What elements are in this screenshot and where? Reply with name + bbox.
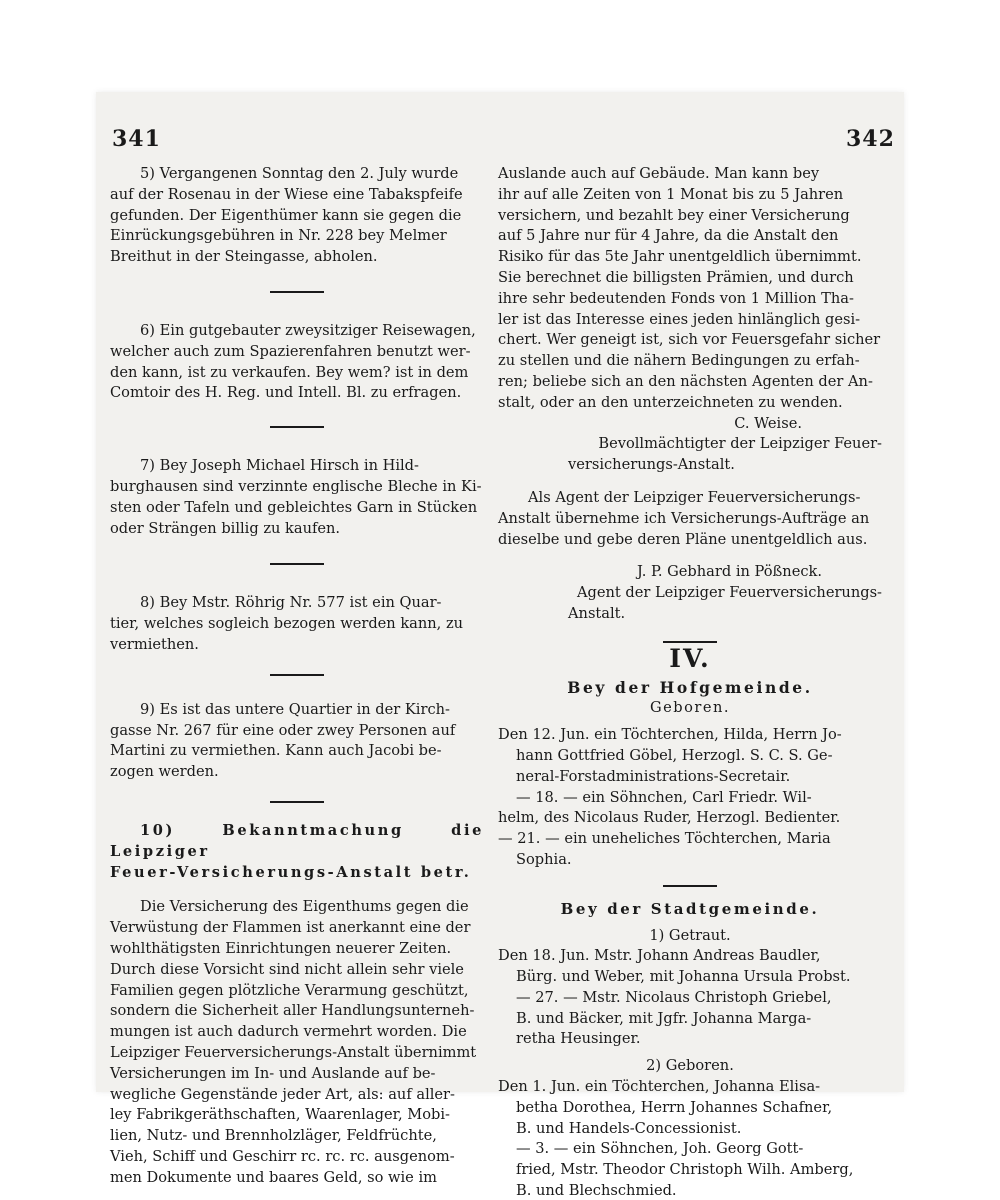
text-line: ren; beliebe sich an den nächsten Agenten der An- [498, 372, 873, 390]
text-line: Versicherungen im In- und Auslande auf be- [110, 1064, 436, 1082]
signature-block [498, 562, 882, 624]
section-subheading: Geboren. [649, 699, 731, 717]
register-line: Den 1. Jun. ein Töchterchen, Johanna Elisa- [498, 1078, 821, 1096]
text-line: Durch diese Vorsicht sind nicht allein sehr viele [110, 960, 464, 978]
text-line: Anstalt übernehme ich Versicherungs-Aufträge an [498, 509, 870, 527]
text-line: ley Fabrikgeräthschaften, Waarenlager, Mobi- [110, 1106, 450, 1124]
right-column [498, 164, 882, 1200]
text-line: Martini zu vermiethen. Kann auch Jacobi be- [110, 742, 442, 760]
text-line: 6) Ein gutgebauter zweysitziger Reisewagen, [140, 321, 476, 339]
signature-name: C. Weise. [734, 414, 802, 432]
page-number-right: 342 [846, 126, 895, 152]
text-line: auf der Rosenau in der Wiese eine Tabakspfeife [110, 185, 463, 203]
text-line: lien, Nutz- und Brennholzläger, Feldfrüchte, [110, 1127, 437, 1145]
notice-heading: 10) Bekanntmachung die Leipziger [110, 821, 484, 860]
text-line: zu stellen und die nähern Bedingungen zu erfah- [498, 352, 860, 370]
section-subheading: 1) Getraut. [649, 926, 731, 944]
signature-title: Agent der Leipziger Feuerversicherungs- [576, 584, 882, 602]
text-line: Leipziger Feuerversicherungs-Anstalt übernimmt [110, 1043, 477, 1061]
section-heading: Bey der Stadtgemeinde. [560, 899, 820, 918]
section-stadtgemeinde [498, 899, 882, 1200]
text-line: ihr auf alle Zeiten von 1 Monat bis zu 5 Jahren [498, 185, 844, 203]
text-line: auf 5 Jahre nur für 4 Jahre, da die Anstalt den [498, 227, 839, 245]
text-line: Comtoir des H. Reg. und Intell. Bl. zu erfragen. [110, 384, 462, 402]
register-line: Den 12. Jun. ein Töchterchen, Hilda, Herrn Jo- [498, 726, 842, 744]
text-line: zogen werden. [110, 763, 219, 781]
signature-title: Bevollmächtigter der Leipziger Feuer- [598, 435, 882, 453]
text-line: vermiethen. [110, 635, 199, 653]
text-line: 9) Es ist das untere Quartier in der Kirch- [140, 700, 450, 718]
section-subheading: 2) Geboren. [646, 1057, 734, 1075]
text-line: wegliche Gegenstände jeder Art, als: auf aller- [110, 1085, 455, 1103]
register-line: — 18. — ein Söhnchen, Carl Friedr. Wil- [516, 788, 812, 806]
text-line: Die Versicherung des Eigenthums gegen die [140, 898, 469, 916]
register-line: betha Dorothea, Herrn Johannes Schafner, [516, 1098, 833, 1116]
text-line: welcher auch zum Spazierenfahren benutzt wer- [110, 342, 471, 360]
text-line: ihre sehr bedeutenden Fonds von 1 Million Tha- [498, 289, 854, 307]
register-line: Den 18. Jun. Mstr. Johann Andreas Baudler, [498, 947, 821, 965]
text-line: stalt, oder an den unterzeichneten zu wenden. [498, 393, 843, 411]
notice-heading: Feuer-Versicherungs-Anstalt betr. [110, 863, 472, 881]
agent-note [498, 488, 882, 550]
text-line: 7) Bey Joseph Michael Hirsch in Hild- [140, 457, 419, 475]
text-line: den kann, ist zu verkaufen. Bey wem? ist in dem [110, 363, 469, 381]
register-line: B. und Handels-Concessionist. [516, 1119, 742, 1137]
text-line: Vieh, Schiff und Geschirr rc. rc. rc. ausgenom- [110, 1147, 455, 1165]
text-line: versichern, und bezahlt bey einer Versicherung [498, 206, 850, 224]
register-line: Bürg. und Weber, mit Johanna Ursula Probst. [516, 968, 851, 986]
text-line: men Dokumente und baares Geld, so wie im [110, 1168, 437, 1186]
register-line: — 3. — ein Söhnchen, Joh. Georg Gott- [516, 1140, 804, 1158]
notice-item-8 [110, 593, 484, 655]
text-line: wohlthätigsten Einrichtungen neuerer Zeiten. [110, 939, 452, 957]
notice-item-6 [110, 321, 484, 404]
notice-item-10 [110, 821, 484, 1189]
register-line: fried, Mstr. Theodor Christoph Wilh. Amberg, [516, 1161, 854, 1179]
text-line: Sie berechnet die billigsten Prämien, und durch [498, 268, 854, 286]
text-line: burghausen sind verzinnte englische Bleche in Ki- [110, 477, 482, 495]
text-line: oder Strängen billig zu kaufen. [110, 519, 341, 537]
section-hofgemeinde [498, 678, 882, 871]
signature-title: Anstalt. [568, 604, 626, 622]
register-line: helm, des Nicolaus Ruder, Herzogl. Bedienter. [498, 809, 841, 827]
register-line: — 27. — Mstr. Nicolaus Christoph Griebel, [516, 988, 832, 1006]
text-line: sten oder Tafeln und gebleichtes Garn in Stücken [110, 498, 478, 516]
section-numeral: IV. [669, 643, 711, 673]
text-line: gefunden. Der Eigenthümer kann sie gegen die [110, 206, 462, 224]
text-line: 8) Bey Mstr. Röhrig Nr. 577 ist ein Quar- [140, 594, 442, 612]
notice-item-5 [110, 164, 484, 268]
text-line: Risiko für das 5te Jahr unentgeldlich übernimmt. [498, 248, 862, 266]
text-line: mungen ist auch dadurch vermehrt worden. Die [110, 1023, 467, 1041]
register-line: hann Gottfried Göbel, Herzogl. S. C. S. Ge- [516, 746, 833, 764]
register-line: Sophia. [516, 850, 572, 868]
text-line: Auslande auch auf Gebäude. Man kann bey [498, 165, 820, 182]
register-line: B. und Bäcker, mit Jgfr. Johanna Marga- [516, 1009, 812, 1027]
text-line: Als Agent der Leipziger Feuerversicherungs- [528, 488, 861, 506]
register-line: neral-Forstadministrations-Secretair. [516, 767, 791, 785]
text-line: ler ist das Interesse eines jeden hinlänglich gesi- [498, 310, 861, 328]
notice-continuation [498, 164, 882, 414]
text-line: Verwüstung der Flammen ist anerkannt eine der [110, 919, 471, 937]
register-line: — 21. — ein uneheliches Töchterchen, Maria [498, 830, 831, 848]
text-line: tier, welches sogleich bezogen werden kann, zu [110, 615, 464, 633]
signature-block [498, 414, 882, 476]
signature-title: versicherungs-Anstalt. [568, 456, 735, 474]
register-line: B. und Blechschmied. [516, 1182, 677, 1200]
text-line: Familien gegen plötzliche Verarmung geschützt, [110, 981, 469, 999]
section-heading: Bey der Hofgemeinde. [567, 677, 813, 697]
text-line: gasse Nr. 267 für eine oder zwey Personen auf [110, 721, 456, 739]
text-line: sondern die Sicherheit aller Handlungsunterneh- [110, 1002, 475, 1020]
register-line: retha Heusinger. [516, 1030, 641, 1048]
text-line: Breithut in der Steingasse, abholen. [110, 248, 378, 266]
notice-item-7 [110, 456, 484, 539]
signature-name: J. P. Gebhard in Pößneck. [637, 563, 822, 581]
page-number-left: 341 [112, 126, 161, 152]
text-line: dieselbe und gebe deren Pläne unentgeldlich aus. [498, 530, 868, 548]
text-line: 5) Vergangenen Sonntag den 2. July wurde [140, 165, 459, 182]
text-line: Einrückungsgebühren in Nr. 228 bey Melmer [110, 227, 447, 245]
notice-item-9 [110, 700, 484, 783]
text-line: chert. Wer geneigt ist, sich vor Feuersgefahr sicher [498, 331, 881, 349]
left-column [110, 164, 484, 1188]
